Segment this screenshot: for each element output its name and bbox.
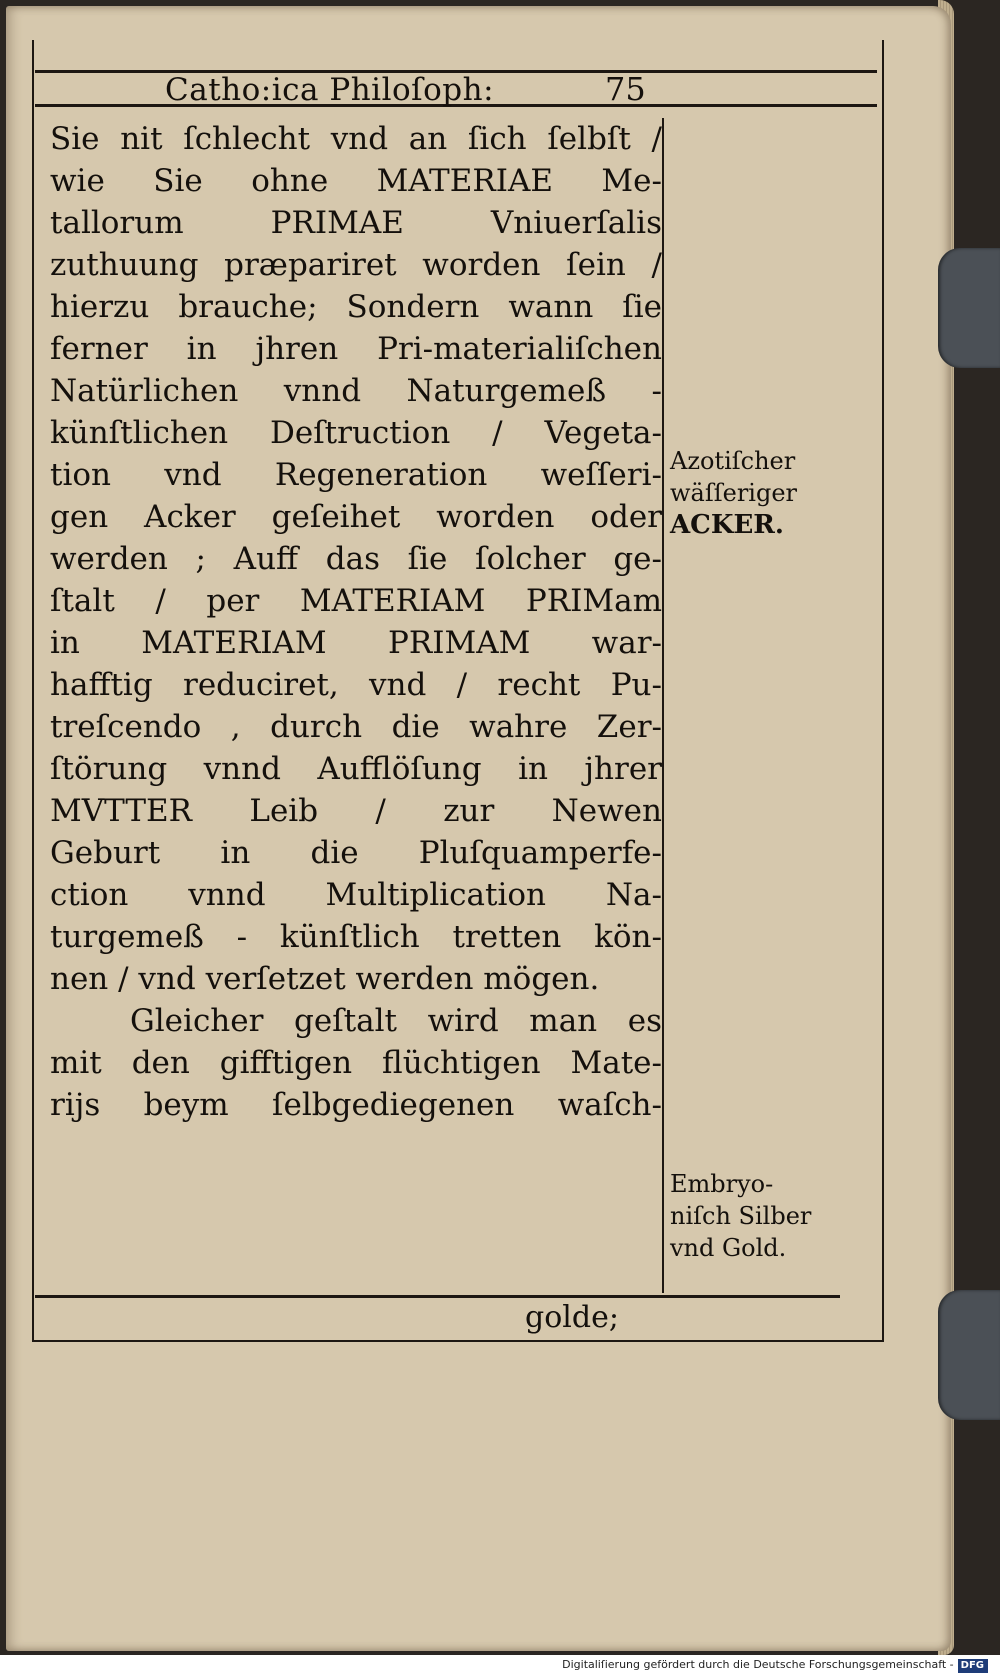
body-line: MVTTER Leib / zur Newen [50, 793, 662, 829]
body-line: rijs beym ſelbgediegenen waſch- [50, 1087, 662, 1123]
body-line: Natürlichen vnnd Naturgemeß - [50, 373, 662, 409]
body-line: ſtörung vnnd Aufflöſung in jhrer [50, 751, 662, 787]
body-line: wie Sie ohne MATERIAE Me- [50, 163, 662, 199]
body-line: in MATERIAM PRIMAM war- [50, 625, 662, 661]
body-line: Geburt in die Pluſquamperfe- [50, 835, 662, 871]
body-line: ction vnnd Multiplication Na- [50, 877, 662, 913]
body-line: nen / vnd verſetzet werden mögen. [50, 961, 600, 997]
body-line: ſtalt / per MATERIAM PRIMam [50, 583, 662, 619]
margin-note-line: ACKER. [670, 510, 784, 540]
page-number: 75 [605, 70, 646, 108]
margin-column-rule [662, 118, 664, 1293]
margin-note-line: Embryo- [670, 1170, 774, 1198]
digitization-credit [0, 1655, 1000, 1675]
margin-note-azotischer-acker [670, 445, 797, 541]
margin-note-embryonisch [670, 1168, 811, 1264]
margin-note-line: wäſſeriger [670, 479, 798, 507]
bottom-rule [35, 1295, 840, 1298]
body-line: gen Acker geſeihet worden oder [50, 499, 662, 535]
body-line: tion vnd Regeneration weſſeri- [50, 457, 662, 493]
body-line: Gleicher geſtalt wird man es [130, 1003, 662, 1039]
body-line: tallorum PRIMAE Vniuerſalis [50, 205, 662, 241]
body-line: mit den gifftigen flüchtigen Mate- [50, 1045, 662, 1081]
page-marker-tab-bottom [938, 1290, 1000, 1420]
credit-text: Digitaliſierung gefördert durch die Deutsche Forschungsgemeinschaft - [562, 1658, 954, 1671]
margin-note-line: Azotiſcher [670, 447, 796, 475]
body-line: Sie nit ſchlecht vnd an ſich ſelbſt / [50, 121, 662, 157]
page-marker-tab-top [938, 248, 1000, 368]
body-line: hierzu brauche; Sondern wann ſie [50, 289, 662, 325]
margin-note-line: vnd Gold. [670, 1234, 787, 1262]
body-line: werden ; Auff das ſie ſolcher ge- [50, 541, 662, 577]
catchword: golde; [525, 1300, 619, 1335]
body-line: ferner in jhren Pri-materialiſchen [50, 331, 662, 367]
running-title: Catho:ica Philoſoph: [165, 72, 495, 108]
body-text [50, 118, 662, 1126]
margin-note-line: niſch Silber [670, 1202, 812, 1230]
body-line: hafftig reduciret, vnd / recht Pu- [50, 667, 662, 703]
body-line: treſcendo , durch die wahre Zer- [50, 709, 662, 745]
body-line: turgemeß - künſtlich tretten kön- [50, 919, 662, 955]
body-line: zuthuung præpariret worden ſein / [50, 247, 662, 283]
body-line: künſtlichen Deſtruction / Vegeta- [50, 415, 662, 451]
dfg-logo: DFG [958, 1659, 988, 1673]
